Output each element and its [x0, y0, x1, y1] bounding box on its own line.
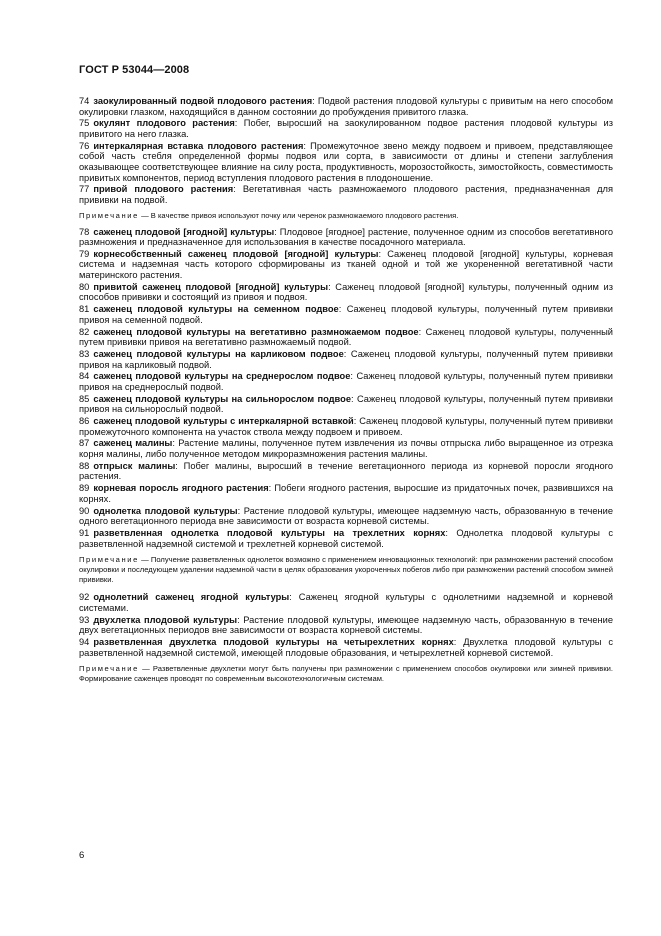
note-text: — Разветвленные двухлетки могут быть получены при размножении с применением способов окулировки или зимней прививки. Формирование саженцев проводят по современным высокотехнологичным системам.: [79, 664, 613, 684]
entry-number: 91: [79, 527, 90, 538]
entry-term: окулянт плодового растения: [93, 118, 235, 129]
entry-number: 81: [79, 304, 90, 315]
entry-number: 83: [79, 348, 90, 359]
term-entry: [79, 592, 613, 613]
entry-definition: : Подвой растения плодовой культуры с привитым на него способом окулировки глазком, находящийся в данном состоянии до пробуждения привитого глазка.: [79, 96, 613, 117]
entry-term: интеркалярная вставка плодового растения: [93, 140, 304, 151]
note-text: — В качестве привоя используют почку или черенок размножаемого плодового растения.: [138, 210, 459, 220]
entry-term: разветвленная однолетка плодовой культуры на трехлетних корнях: [93, 527, 446, 538]
term-entry: [79, 371, 613, 392]
standard-header: ГОСТ Р 53044—2008: [79, 64, 190, 76]
document-body: [79, 96, 613, 691]
entry-number: 82: [79, 326, 90, 337]
entry-definition: : Растение малины, полученное путем извлечения из почвы отпрыска либо выращенное из отрезка корня малины, либо полученное методом микроразмножения растения малины.: [79, 438, 613, 460]
entry-term: саженец плодовой культуры на карликовом подвое: [93, 348, 344, 359]
note-3: [79, 664, 613, 684]
entry-number: 77: [79, 184, 90, 195]
entry-number: 89: [79, 483, 90, 494]
page-number: 6: [79, 850, 85, 861]
term-entry: [79, 282, 613, 303]
note-label: Примечание: [79, 664, 139, 674]
entry-definition: : Побеги ягодного растения, выросшие из придаточных почек, развившихся на корнях.: [79, 483, 613, 504]
entry-definition: : Саженец плодовой культуры, полученный путем прививки промежуточного компонента на участок ствола между подвоем и привоем.: [79, 416, 613, 437]
entry-definition: : Однолетка плодовой культуры с разветвленной надземной системой и трехлетней корневой системой.: [79, 527, 613, 549]
term-entry: [79, 349, 613, 370]
term-entry: [79, 416, 613, 437]
entry-number: 92: [79, 592, 90, 603]
entry-definition: : Саженец плодовой культуры, полученный путем прививки привоя на карликовый подвой.: [79, 348, 613, 370]
note-1: [79, 211, 613, 221]
term-entry: [79, 615, 613, 636]
entry-number: 75: [79, 118, 90, 129]
note-label: Примечание: [79, 210, 139, 220]
term-entry: [79, 528, 613, 549]
term-entry: [79, 184, 613, 205]
term-entry: [79, 118, 613, 139]
entry-definition: : Саженец плодовой [ягодной] культуры, полученный одним из способов прививки и состоящий из привоя и подвоя.: [79, 281, 613, 303]
entry-number: 88: [79, 460, 90, 471]
entry-number: 93: [79, 614, 90, 625]
entry-term: привой плодового растения: [93, 184, 234, 195]
term-entry: [79, 394, 613, 415]
entry-definition: : Саженец плодовой культуры, полученный путем прививки привоя на сильнорослый подвой.: [79, 393, 613, 415]
entry-definition: : Побег малины, выросший в течение вегетационного периода из корневой поросли ягодного растения.: [79, 460, 613, 482]
entry-definition: : Растение плодовой культуры, имеющее надземную часть, образованную в течение двух вегетационных периодов вне зависимости от возраста корневой системы.: [79, 614, 613, 636]
entry-number: 79: [79, 248, 90, 259]
entry-definition: : Саженец плодовой культуры, полученный путем прививки привоя на вегетативно размножаемый подвой.: [79, 326, 613, 348]
note-text: — Получение разветвленных однолеток возможно с применением инновационных технологий: при размножении растений способом окулировки и последующем удалении надземной части в целях образования укороченных побегов либо при размножении растений способом зимней прививки.: [79, 555, 613, 585]
term-entry: [79, 304, 613, 325]
entry-term: разветвленная двухлетка плодовой культуры на четырехлетних корнях: [93, 636, 454, 647]
entry-number: 85: [79, 393, 90, 404]
entry-definition: : Плодовое [ягодное] растение, полученное одним из способов вегетативного размножения и предназначенное для использования в качестве посадочного материала.: [79, 226, 613, 248]
entry-term: саженец плодовой культуры с интеркалярной вставкой: [93, 416, 354, 427]
entry-term: однолетний саженец ягодной культуры: [93, 592, 290, 603]
entry-term: двухлетка плодовой культуры: [93, 614, 238, 625]
entry-definition: : Промежуточное звено между подвоем и привоем, представляющее собой часть стебля определенной формы подвоя или сорта, в зависимости от длины и степени заглубления оказывающее соответствующее влияние на силу роста, продуктивность, морозостойкость, зимостойкость, совместимость привитых компонентов, период вступления плодового растения в плодоношение.: [79, 140, 613, 183]
term-group-c: [79, 592, 613, 658]
entry-number: 90: [79, 505, 90, 516]
entry-number: 80: [79, 281, 90, 292]
entry-term: привитой саженец плодовой [ягодной] культуры: [93, 281, 329, 292]
term-entry: [79, 438, 613, 459]
entry-term: заокулированный подвой плодового растения: [93, 96, 313, 106]
term-entry: [79, 506, 613, 527]
term-entry: [79, 227, 613, 248]
term-entry: [79, 96, 613, 117]
note-label: Примечание: [79, 555, 139, 565]
entry-number: 87: [79, 438, 90, 449]
entry-number: 74: [79, 96, 90, 106]
note-2: [79, 555, 613, 585]
term-group-b: [79, 227, 613, 550]
term-entry: [79, 483, 613, 504]
entry-definition: : Растение плодовой культуры, имеющее надземную часть, образованную в течение одного вегетационного периода вне зависимости от возраста корневой системы.: [79, 505, 613, 527]
term-entry: [79, 637, 613, 658]
entry-definition: : Вегетативная часть размножаемого плодового растения, предназначенная для прививки на подвой.: [79, 184, 613, 205]
entry-term: саженец плодовой культуры на семенном подвое: [93, 304, 339, 315]
entry-definition: : Саженец плодовой культуры, полученный путем прививки привоя на семенной подвой.: [79, 304, 613, 325]
entry-definition: : Саженец плодовой культуры, полученный путем прививки привоя на среднерослый подвой.: [79, 371, 613, 392]
entry-term: однолетка плодовой культуры: [93, 505, 238, 516]
entry-term: саженец плодовой культуры на вегетативно размножаемом подвое: [93, 326, 419, 337]
entry-definition: : Двухлетка плодовой культуры с разветвленной надземной системой, имеющей плодовые образования, и четырехлетней корневой системой.: [79, 636, 613, 658]
entry-term: саженец плодовой [ягодной] культуры: [93, 226, 275, 237]
entry-definition: : Саженец плодовой [ягодной] культуры, корневая система и надземная часть которого сформированы из тканей одной и той же укорененной вегетативной части материнского растения.: [79, 248, 613, 281]
term-entry: [79, 141, 613, 183]
entry-number: 94: [79, 636, 90, 647]
entry-term: саженец малины: [93, 438, 173, 449]
term-entry: [79, 327, 613, 348]
entry-term: корнесобственный саженец плодовой [ягодной] культуры: [93, 248, 379, 259]
entry-term: саженец плодовой культуры на сильнорослом подвое: [93, 393, 351, 404]
entry-number: 78: [79, 226, 90, 237]
entry-term: отпрыск малины: [93, 460, 176, 471]
entry-number: 86: [79, 416, 90, 427]
entry-definition: : Саженец ягодной культуры с однолетними надземной и корневой системами.: [79, 592, 613, 613]
entry-number: 84: [79, 371, 90, 382]
entry-number: 76: [79, 140, 90, 151]
entry-definition: : Побег, выросший на заокулированном подвое растения плодовой культуры из привитого на него глазка.: [79, 118, 613, 139]
term-entry: [79, 249, 613, 281]
term-group-a: [79, 96, 613, 206]
entry-term: саженец плодовой культуры на среднерослом подвое: [93, 371, 351, 382]
entry-term: корневая поросль ягодного растения: [93, 483, 269, 494]
term-entry: [79, 461, 613, 482]
